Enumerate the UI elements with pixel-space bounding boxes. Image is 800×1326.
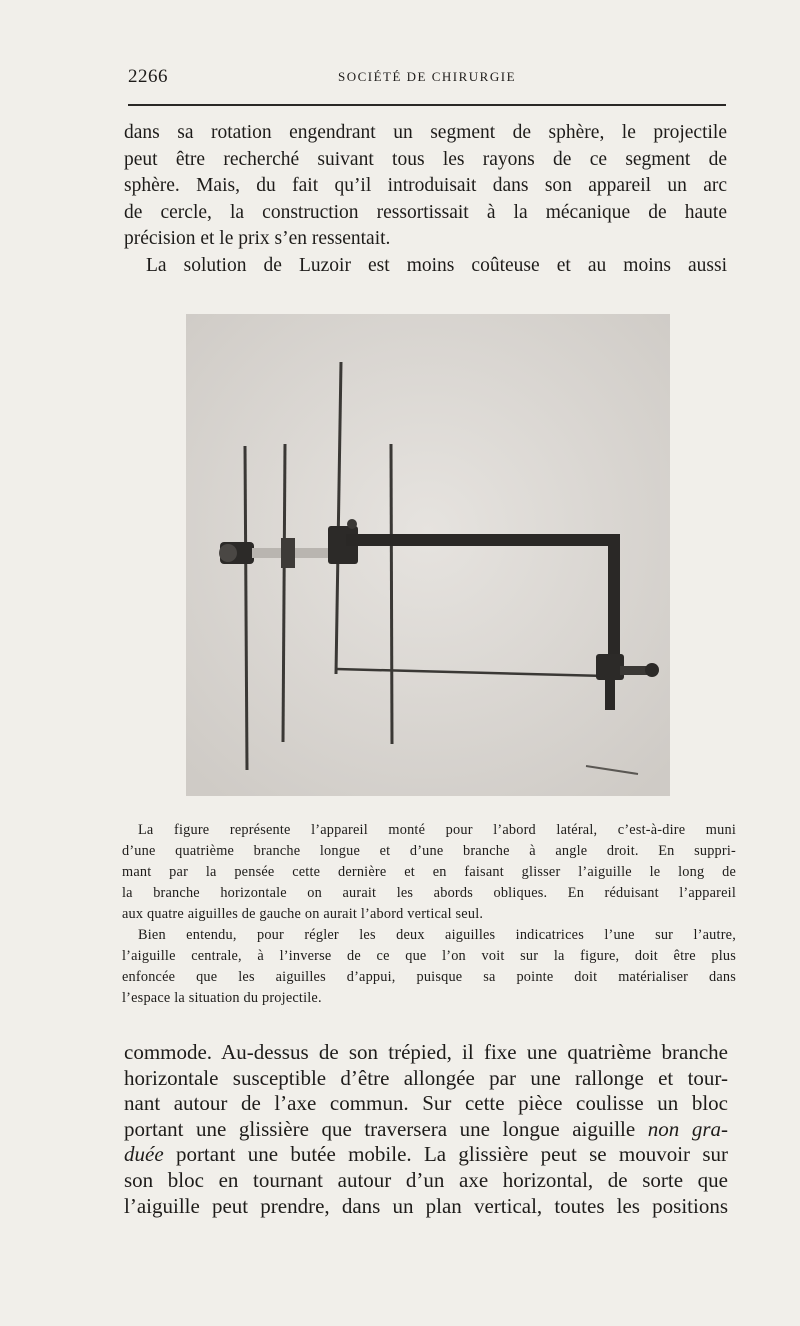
running-head: SOCIÉTÉ DE CHIRURGIE	[337, 69, 517, 84]
header-rule	[128, 104, 726, 106]
text-line	[124, 1142, 728, 1168]
caption-line: l’aiguille centrale, à l’inverse de ce que l’on voit sur la figure, doit être plus	[122, 948, 736, 964]
text-line: l’aiguille peut prendre, dans un plan vertical, toutes les positions	[124, 1193, 728, 1218]
text-line: peut être recherché suivant tous les rayons de ce segment de	[124, 148, 727, 170]
central-screw	[347, 519, 357, 529]
text-line: de cercle, la construction ressortissait à la mécanique de haute	[124, 201, 727, 223]
top-paragraph	[124, 120, 727, 279]
text-segment: portant une butée mobile. La glissière peut se mouvoir sur	[163, 1142, 728, 1167]
caption-line: enfoncée que les aiguilles d’appui, puisque sa pointe doit matérialiser dans	[122, 969, 736, 985]
right-clamp	[596, 654, 624, 680]
needle-1	[245, 446, 247, 770]
bottom-paragraph	[124, 1040, 728, 1219]
text-line	[124, 1117, 728, 1143]
text-line: horizontale susceptible d’être allongée par une rallonge et tour-	[124, 1065, 728, 1090]
italic-text: duée	[124, 1142, 164, 1167]
text-line: précision et le prix s’en ressentait.	[124, 228, 391, 249]
apparatus-photograph	[186, 314, 670, 796]
caption-line: La figure représente l’appareil monté pour l’abord latéral, c’est-à-dire muni	[138, 822, 736, 838]
clamp-knob	[645, 663, 659, 677]
page-number: 2266	[128, 66, 168, 87]
caption-line: mant par la pensée cette dernière et en faisant glisser l’aiguille le long de	[122, 864, 736, 880]
caption-line: la branche horizontale on aurait les abords obliques. En réduisant l’appareil	[122, 885, 736, 901]
slide-block	[281, 538, 295, 568]
apparatus-illustration	[186, 314, 670, 796]
text-line: nant autour de l’axe commun. Sur cette pièce coulisse un bloc	[124, 1091, 728, 1116]
italic-text: non gra-	[647, 1116, 728, 1141]
text-line: son bloc en tournant autour d’un axe horizontal, de sorte que	[124, 1167, 728, 1192]
text-line: dans sa rotation engendrant un segment de sphère, le projectile	[124, 122, 727, 143]
left-knob	[219, 544, 237, 562]
needle-4	[391, 444, 392, 744]
right-angle-arm	[608, 536, 620, 670]
text-line: commode. Au-dessus de son trépied, il fixe une quatrième branche	[124, 1040, 728, 1064]
caption-line: l’espace la situation du projectile.	[122, 990, 322, 1006]
figure-caption	[122, 820, 736, 1009]
caption-line: Bien entendu, pour régler les deux aiguilles indicatrices l’une sur l’autre,	[138, 927, 736, 943]
text-line: sphère. Mais, du fait qu’il introduisait dans son appareil un arc	[124, 175, 727, 196]
text-line: La solution de Luzoir est moins coûteuse et au moins aussi	[146, 254, 727, 276]
caption-line: aux quatre aiguilles de gauche on aurait l’abord vertical seul.	[122, 906, 484, 922]
clamp-post	[605, 680, 615, 710]
horizontal-arm	[346, 534, 620, 546]
caption-line: d’une quatrième branche longue et d’une branche à angle droit. En suppri-	[122, 843, 736, 859]
text-segment: portant une glissière que traversera une longue aiguille	[124, 1116, 648, 1141]
needle-2	[283, 444, 285, 742]
page-header	[128, 66, 726, 90]
